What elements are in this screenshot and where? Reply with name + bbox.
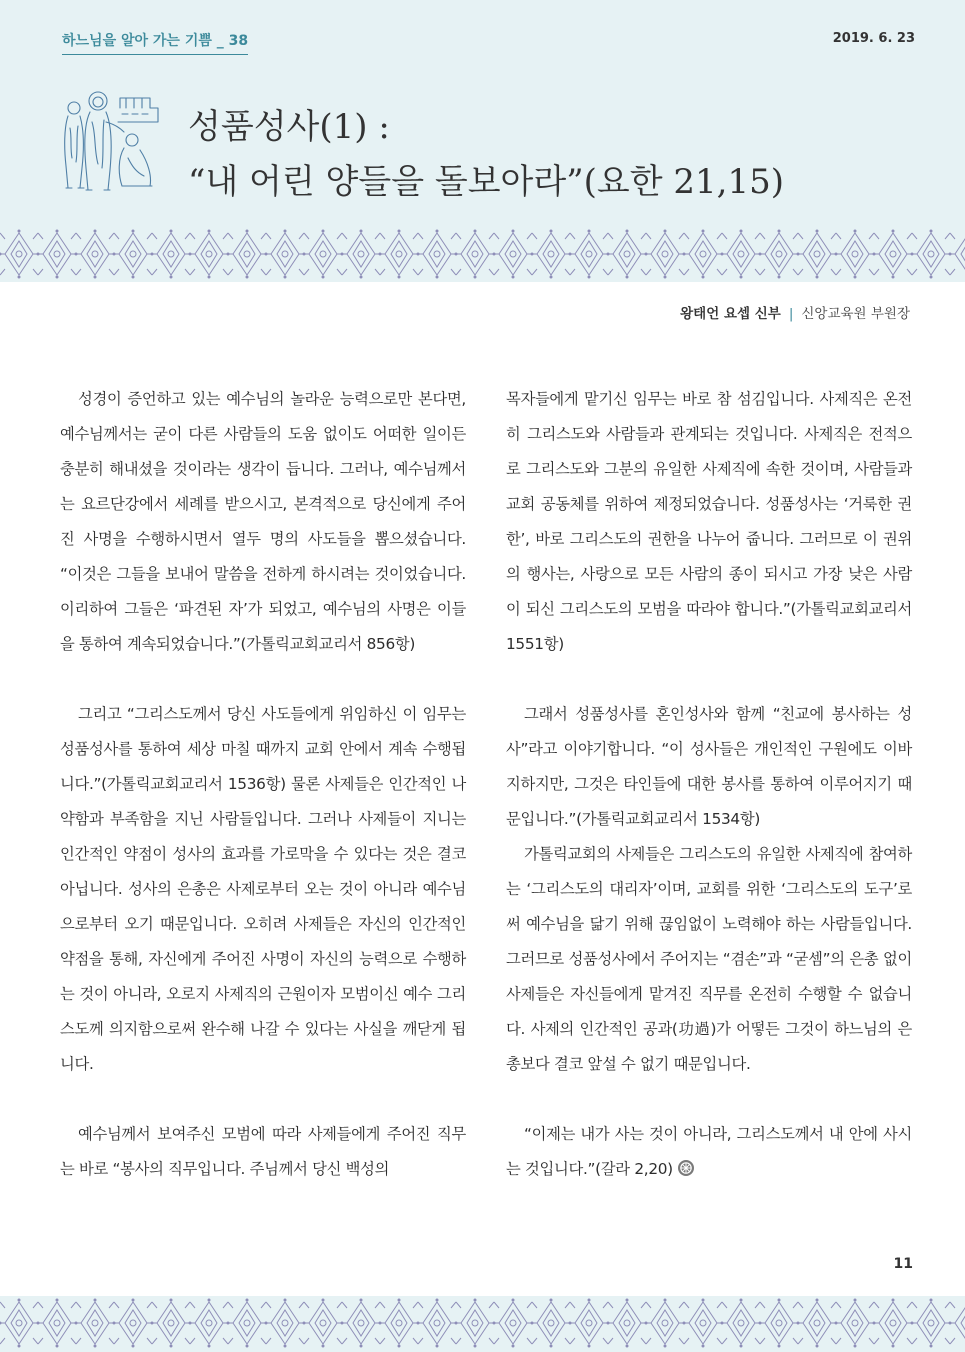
author-separator: | [788, 306, 794, 322]
left-column [60, 382, 466, 1187]
article-title [188, 100, 784, 210]
right-column [506, 382, 912, 1187]
series-title: 하느님을 알아 가는 기쁨 _ 38 [62, 30, 248, 55]
paragraph: 예수님께서 보여주신 모범에 따라 사제들에게 주어진 직무는 바로 “봉사의 직무입니다. 주님께서 당신 백성의 [60, 1125, 466, 1178]
ornament-band-top [0, 227, 965, 281]
page-number: 11 [893, 1256, 913, 1272]
paragraph: 그리고 “그리스도께서 당신 사도들에게 위임하신 이 임무는 성품성사를 통하여 세상 마칠 때까지 교회 안에서 계속 수행됩니다.”(가톨릭교회교리서 1536항) 물론 사제들은 인간적인 나약함과 부족함을 지닌 사람들입니다. 그러나 사제들이 지니는 인간적인 약점이 성사의 효과를 가로막을 수 있다는 것은 결코 아닙니다. 성사의 은총은 사제로부터 오는 것이 아니라 예수님으로부터 오기 때문입니다. 오히려 사제들은 자신의 인간적인 약점을 통해, 자신에게 주어진 사명이 자신의 능력으로 수행하는 것이 아니라, 오로지 사제직의 근원이자 모범이신 예수 그리스도께 의지함으로써 완수해 나갈 수 있다는 사실을 깨닫게 됩니다. [60, 705, 466, 1073]
paragraph: 가톨릭교회의 사제들은 그리스도의 유일한 사제직에 참여하는 ‘그리스도의 대리자’이며, 교회를 위한 ‘그리스도의 도구’로써 예수님을 닮기 위해 끊임없이 노력해야 하는 사람들입니다. 그러므로 성품성사에서 주어지는 “겸손”과 “굳셈”의 은총 없이 사제들은 자신들에게 맡겨진 직무를 온전히 수행할 수 없습니다. 사제의 인간적인 공과(功過)가 어떻든 그것이 하느님의 은총보다 결코 앞설 수 없기 때문입니다. [506, 845, 912, 1073]
paragraph: 성경이 증언하고 있는 예수님의 놀라운 능력으로만 본다면, 예수님께서는 굳이 다른 사람들의 도움 없이도 어떠한 일이든 충분히 해내셨을 것이라는 생각이 듭니다. 그러나, 예수님께서는 요르단강에서 세례를 받으시고, 본격적으로 당신에게 주어진 사명을 수행하시면서 열두 명의 사도들을 뽑으셨습니다. “이것은 그들을 보내어 말씀을 전하게 하시려는 것이었습니다. 이리하여 그들은 ‘파견된 자’가 되었고, 예수님의 사명은 이들을 통하여 계속되었습니다.”(가톨릭교회교리서 856항) [60, 390, 466, 653]
apostles-illustration-icon [58, 88, 162, 194]
author-line [680, 302, 910, 322]
title-line-2: “내 어린 양들을 돌보아라”(요한 21,15) [188, 162, 784, 203]
paragraph-final [506, 1117, 912, 1187]
final-quote: “이제는 내가 사는 것이 아니라, 그리스도께서 내 안에 사시는 것입니다.”(갈라 2,20) [506, 1125, 912, 1178]
issue-date: 2019. 6. 23 [832, 31, 915, 46]
paragraph: 목자들에게 맡기신 임무는 바로 참 섬김입니다. 사제직은 온전히 그리스도와 사람들과 관계되는 것입니다. 사제직은 전적으로 그리스도와 그분의 유일한 사제직에 속한 것이며, 사람들과 교회 공동체를 위하여 제정되었습니다. 성품성사는 ‘거룩한 권한’, 바로 그리스도의 권한을 나누어 줍니다. 그러므로 이 권위의 행사는, 사랑으로 모든 사람의 종이 되시고 가장 낮은 사람이 되신 그리스도의 모범을 따라야 합니다.”(가톨릭교회교리서 1551항) [506, 390, 912, 653]
paragraph: 그래서 성품성사를 혼인성사와 함께 “친교에 봉사하는 성사”라고 이야기합니다. “이 성사들은 개인적인 구원에도 이바지하지만, 그것은 타인들에 대한 봉사를 통하여 이루어지기 때문입니다.”(가톨릭교회교리서 1534항) [506, 705, 912, 828]
ornament-band-bottom [0, 1296, 965, 1352]
author-name: 왕태언 요셉 신부 [680, 306, 781, 322]
title-line-1: 성품성사(1) : [188, 107, 390, 147]
end-mark-icon [677, 1159, 695, 1177]
author-role: 신앙교육원 부원장 [801, 306, 910, 322]
